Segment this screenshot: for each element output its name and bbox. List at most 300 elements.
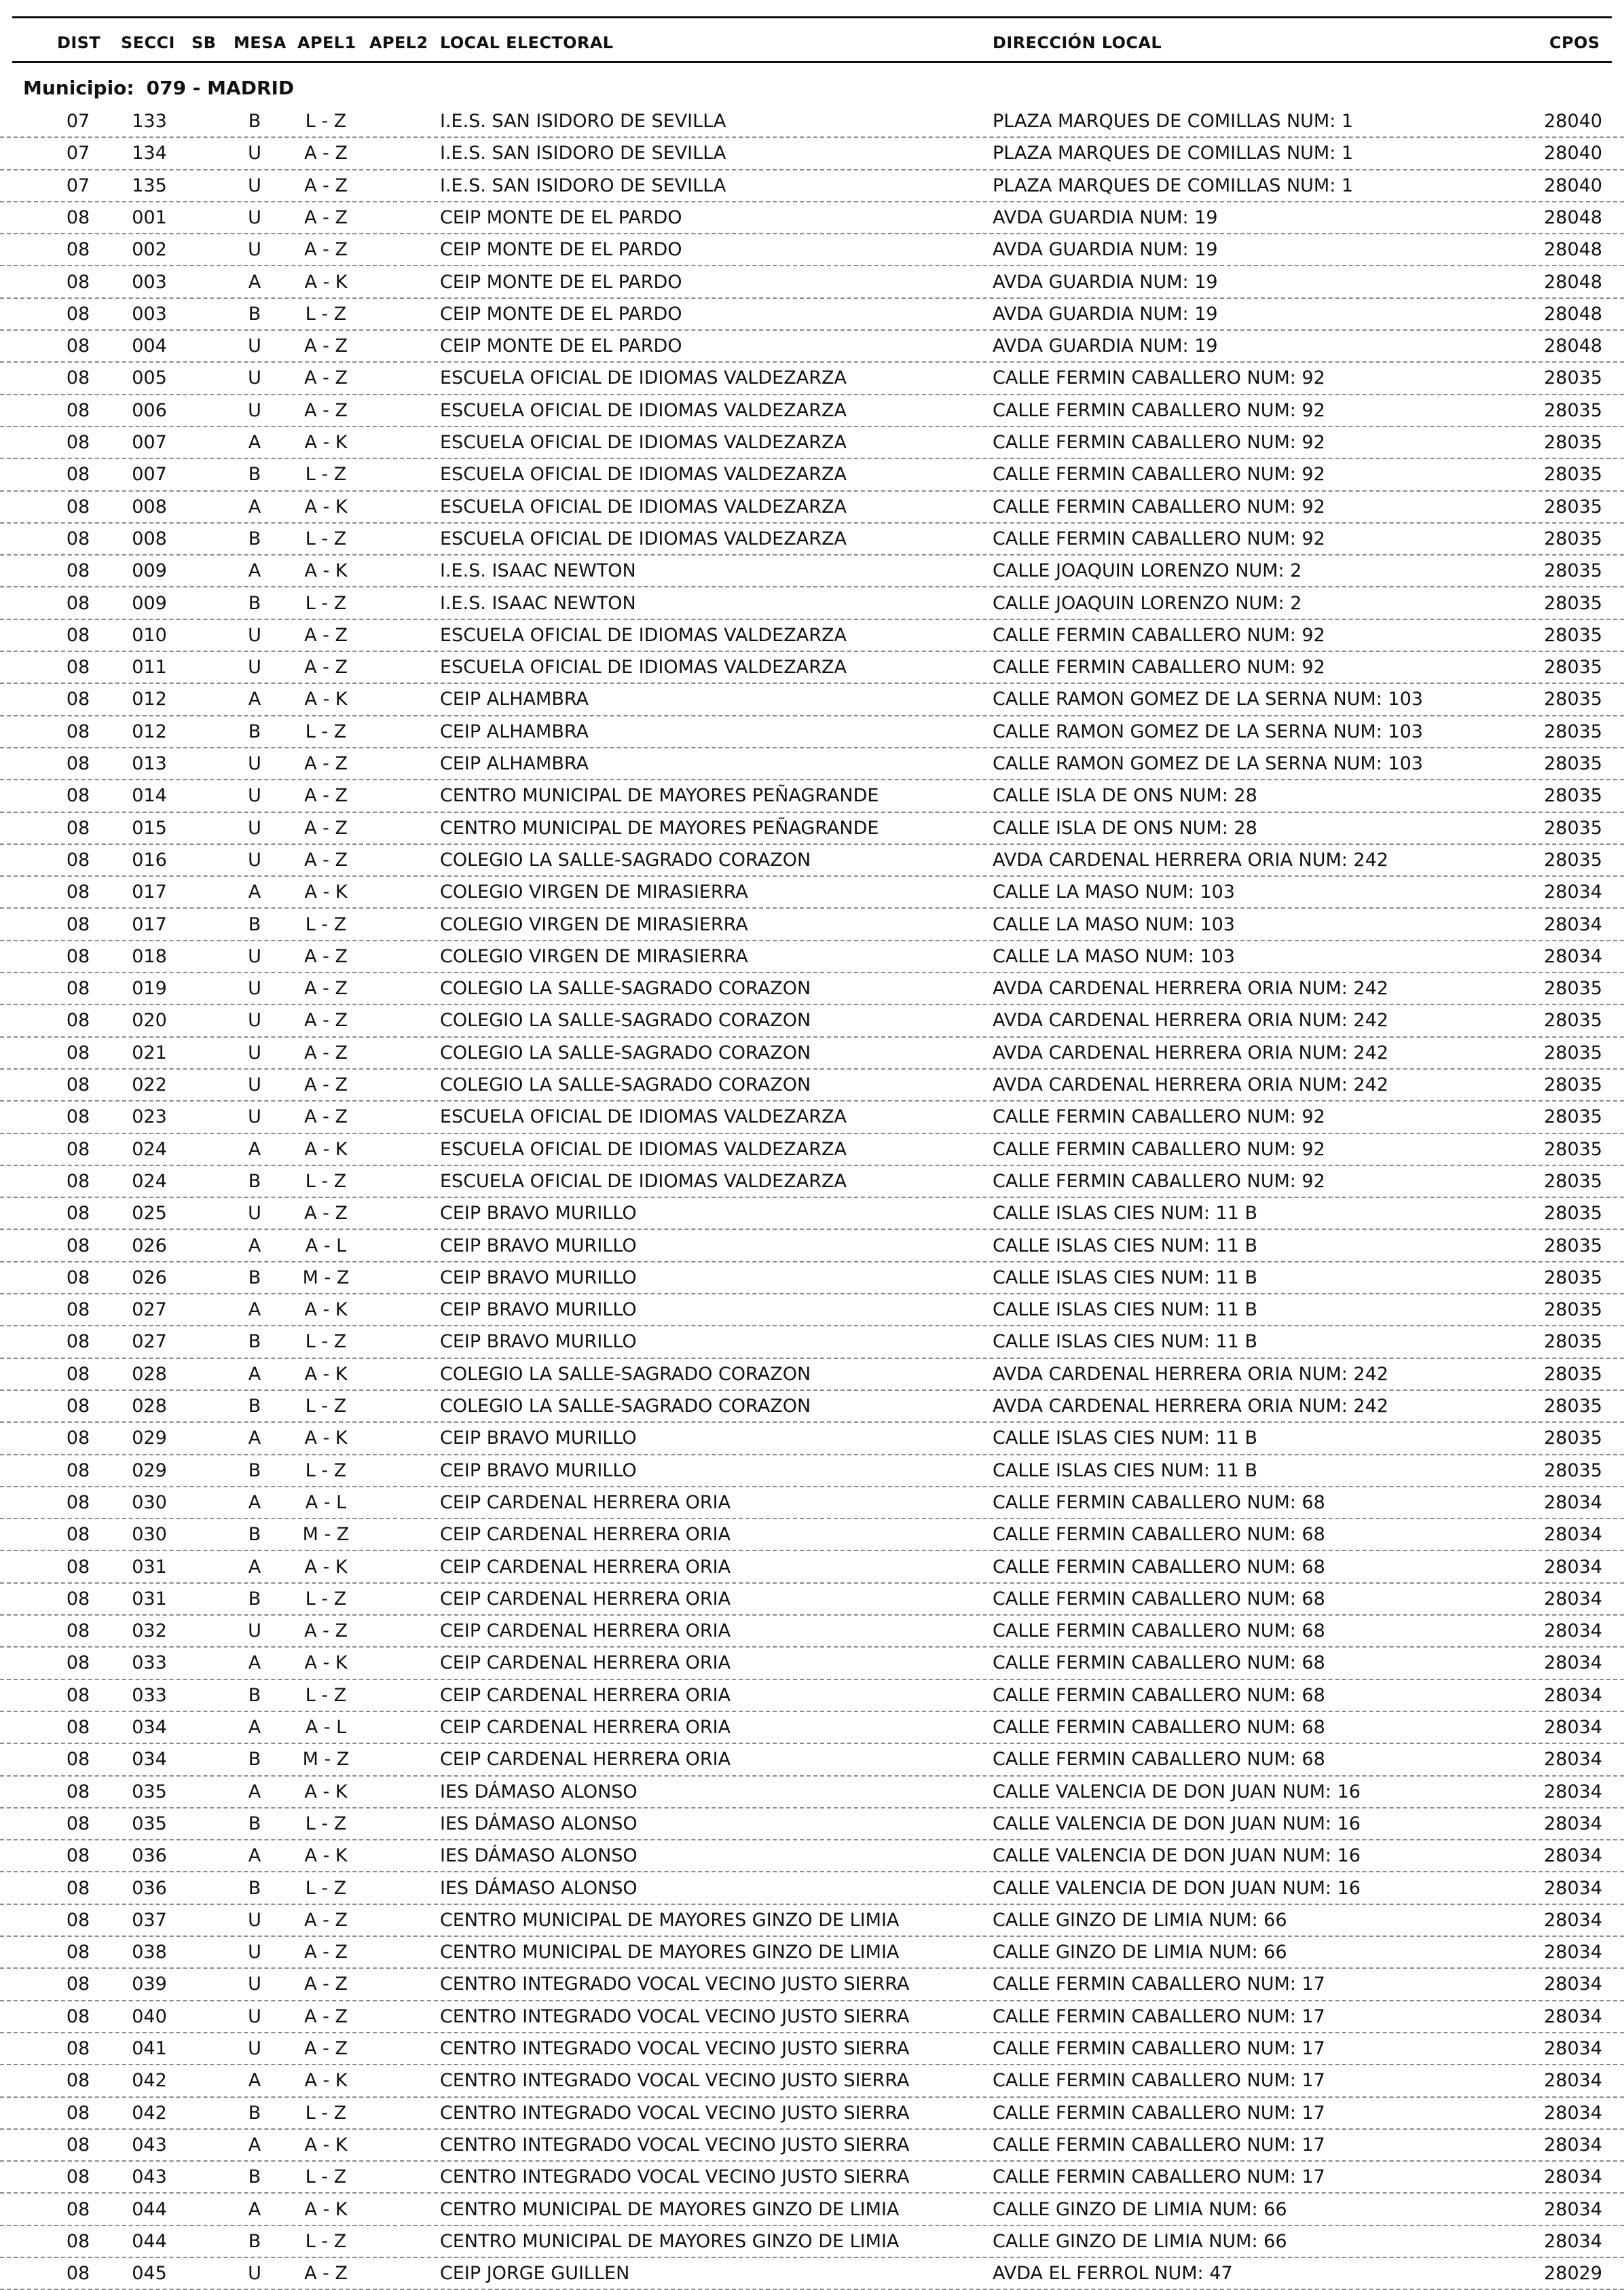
cpos-cell: 28035 [1544, 689, 1602, 710]
dist-cell: 08 [66, 753, 90, 774]
local-electoral-cell: ESCUELA OFICIAL DE IDIOMAS VALDEZARZA [440, 367, 847, 389]
sb-cell: B [248, 528, 261, 549]
direccion-local-cell: CALLE FERMIN CABALLERO NUM: 92 [993, 1170, 1325, 1192]
table-row [0, 459, 1624, 491]
apel1-cell: A - Z [304, 1074, 348, 1095]
local-electoral-cell: CENTRO INTEGRADO VOCAL VECINO JUSTO SIERRA [440, 2134, 910, 2156]
dist-cell: 08 [66, 1781, 90, 1802]
dist-cell: 08 [66, 496, 90, 517]
sb-cell: U [248, 1010, 261, 1032]
table-row [0, 2001, 1624, 2033]
local-electoral-cell: CENTRO MUNICIPAL DE MAYORES PEÑAGRANDE [440, 785, 879, 807]
table-row [0, 556, 1624, 587]
apel1-cell: A - Z [304, 335, 348, 357]
dist-cell: 08 [66, 1042, 90, 1064]
apel1-cell: A - K [304, 271, 348, 293]
local-electoral-cell: CEIP CARDENAL HERRERA ORIA [440, 1620, 731, 1642]
sb-cell: B [248, 1170, 261, 1192]
secci-cell: 016 [132, 849, 167, 871]
sb-cell: U [248, 785, 261, 807]
header-apel2: APEL2 [369, 33, 428, 52]
cpos-cell: 28035 [1544, 367, 1602, 389]
sb-cell: U [248, 624, 261, 646]
cpos-cell: 28040 [1544, 175, 1602, 196]
cpos-cell: 28035 [1544, 1106, 1602, 1128]
secci-cell: 045 [132, 2263, 167, 2285]
sb-cell: U [248, 206, 261, 228]
direccion-local-cell: CALLE RAMON GOMEZ DE LA SERNA NUM: 103 [993, 721, 1423, 742]
apel1-cell: A - K [304, 2134, 348, 2156]
apel1-cell: L - Z [305, 1396, 347, 1417]
cpos-cell: 28035 [1544, 1203, 1602, 1224]
sb-cell: B [248, 2166, 261, 2188]
apel1-cell: L - Z [305, 1331, 347, 1353]
direccion-local-cell: AVDA CARDENAL HERRERA ORIA NUM: 242 [993, 1363, 1388, 1385]
secci-cell: 008 [132, 496, 167, 517]
apel1-cell: A - Z [304, 1106, 348, 1128]
apel1-cell: A - K [304, 1428, 348, 1449]
secci-cell: 014 [132, 785, 167, 807]
table-row [0, 1584, 1624, 1616]
direccion-local-cell: CALLE FERMIN CABALLERO NUM: 17 [993, 2038, 1325, 2059]
direccion-local-cell: CALLE VALENCIA DE DON JUAN NUM: 16 [993, 1877, 1361, 1899]
direccion-local-cell: AVDA GUARDIA NUM: 19 [993, 335, 1218, 357]
apel1-cell: A - Z [304, 175, 348, 196]
cpos-cell: 28034 [1544, 2102, 1602, 2124]
cpos-cell: 28048 [1544, 303, 1602, 325]
dist-cell: 08 [66, 2263, 90, 2285]
table-row [0, 716, 1624, 748]
sb-cell: U [248, 2005, 261, 2027]
cpos-cell: 28035 [1544, 464, 1602, 486]
direccion-local-cell: CALLE FERMIN CABALLERO NUM: 17 [993, 2005, 1325, 2027]
secci-cell: 031 [132, 1556, 167, 1578]
apel1-cell: L - Z [305, 1684, 347, 1706]
cpos-cell: 28035 [1544, 721, 1602, 742]
dist-cell: 08 [66, 913, 90, 935]
cpos-cell: 28035 [1544, 1267, 1602, 1288]
local-electoral-cell: I.E.S. ISAAC NEWTON [440, 592, 636, 614]
sb-cell: U [248, 2038, 261, 2059]
cpos-cell: 28035 [1544, 1170, 1602, 1192]
dist-cell: 07 [66, 175, 90, 196]
cpos-cell: 28034 [1544, 1588, 1602, 1610]
dist-cell: 08 [66, 1235, 90, 1256]
local-electoral-cell: IES DÁMASO ALONSO [440, 1877, 638, 1899]
local-electoral-cell: ESCUELA OFICIAL DE IDIOMAS VALDEZARZA [440, 624, 847, 646]
sb-cell: U [248, 1620, 261, 1642]
sb-cell: A [248, 1652, 261, 1674]
direccion-local-cell: CALLE FERMIN CABALLERO NUM: 92 [993, 464, 1325, 486]
local-electoral-cell: CEIP MONTE DE EL PARDO [440, 271, 682, 293]
secci-cell: 009 [132, 592, 167, 614]
direccion-local-cell: CALLE LA MASO NUM: 103 [993, 882, 1235, 903]
local-electoral-cell: COLEGIO VIRGEN DE MIRASIERRA [440, 945, 748, 967]
sb-cell: B [248, 1267, 261, 1288]
table-row [0, 1648, 1624, 1679]
cpos-cell: 28035 [1544, 1299, 1602, 1321]
dist-cell: 08 [66, 1491, 90, 1513]
direccion-local-cell: CALLE RAMON GOMEZ DE LA SERNA NUM: 103 [993, 753, 1423, 774]
local-electoral-cell: COLEGIO LA SALLE-SAGRADO CORAZON [440, 1042, 811, 1064]
table-row [0, 138, 1624, 170]
dist-cell: 08 [66, 689, 90, 710]
sb-cell: B [248, 303, 261, 325]
direccion-local-cell: CALLE FERMIN CABALLERO NUM: 68 [993, 1588, 1325, 1610]
secci-cell: 030 [132, 1524, 167, 1546]
direccion-local-cell: AVDA GUARDIA NUM: 19 [993, 206, 1218, 228]
table-row [0, 2065, 1624, 2097]
secci-cell: 027 [132, 1331, 167, 1353]
secci-cell: 007 [132, 432, 167, 453]
table-row [0, 492, 1624, 524]
dist-cell: 08 [66, 399, 90, 421]
header-dist: DIST [57, 33, 101, 52]
secci-cell: 032 [132, 1620, 167, 1642]
sb-cell: A [248, 1299, 261, 1321]
secci-cell: 039 [132, 1974, 167, 1995]
apel1-cell: A - K [304, 496, 348, 517]
header-direccion-local: DIRECCIÓN LOCAL [993, 33, 1162, 52]
apel1-cell: A - Z [304, 624, 348, 646]
dist-cell: 07 [66, 111, 90, 132]
local-electoral-cell: IES DÁMASO ALONSO [440, 1781, 638, 1802]
secci-cell: 043 [132, 2134, 167, 2156]
secci-cell: 026 [132, 1267, 167, 1288]
table-row [0, 1873, 1624, 1905]
dist-cell: 08 [66, 1396, 90, 1417]
table-row [0, 234, 1624, 266]
apel1-cell: A - Z [304, 945, 348, 967]
dist-cell: 08 [66, 1267, 90, 1288]
dist-cell: 08 [66, 849, 90, 871]
sb-cell: U [248, 1942, 261, 1963]
local-electoral-cell: CENTRO INTEGRADO VOCAL VECINO JUSTO SIERRA [440, 2005, 910, 2027]
direccion-local-cell: CALLE VALENCIA DE DON JUAN NUM: 16 [993, 1781, 1361, 1802]
cpos-cell: 28035 [1544, 1459, 1602, 1481]
secci-cell: 043 [132, 2166, 167, 2188]
cpos-cell: 28034 [1544, 1749, 1602, 1770]
sb-cell: U [248, 143, 261, 164]
cpos-cell: 28034 [1544, 1652, 1602, 1674]
local-electoral-cell: I.E.S. ISAAC NEWTON [440, 560, 636, 582]
header-local-electoral: LOCAL ELECTORAL [440, 33, 614, 52]
dist-cell: 08 [66, 1331, 90, 1353]
direccion-local-cell: CALLE FERMIN CABALLERO NUM: 68 [993, 1749, 1325, 1770]
cpos-cell: 28034 [1544, 882, 1602, 903]
secci-cell: 029 [132, 1459, 167, 1481]
sb-cell: B [248, 913, 261, 935]
local-electoral-cell: CEIP MONTE DE EL PARDO [440, 303, 682, 325]
local-electoral-cell: ESCUELA OFICIAL DE IDIOMAS VALDEZARZA [440, 464, 847, 486]
direccion-local-cell: CALLE FERMIN CABALLERO NUM: 68 [993, 1717, 1325, 1738]
cpos-cell: 28035 [1544, 978, 1602, 1000]
header-cpos: CPOS [1549, 33, 1600, 52]
apel1-cell: A - L [305, 1491, 347, 1513]
table-row [0, 2258, 1624, 2290]
local-electoral-cell: COLEGIO LA SALLE-SAGRADO CORAZON [440, 1010, 811, 1032]
dist-cell: 08 [66, 432, 90, 453]
dist-cell: 08 [66, 560, 90, 582]
direccion-local-cell: AVDA GUARDIA NUM: 19 [993, 271, 1218, 293]
local-electoral-cell: CEIP CARDENAL HERRERA ORIA [440, 1556, 731, 1578]
apel1-cell: L - Z [305, 1170, 347, 1192]
apel1-cell: A - Z [304, 1203, 348, 1224]
header-secci: SECCI [121, 33, 175, 52]
sb-cell: B [248, 2102, 261, 2124]
apel1-cell: A - K [304, 689, 348, 710]
table-row [0, 2033, 1624, 2065]
dist-cell: 08 [66, 624, 90, 646]
dist-cell: 08 [66, 206, 90, 228]
local-electoral-cell: ESCUELA OFICIAL DE IDIOMAS VALDEZARZA [440, 1106, 847, 1128]
direccion-local-cell: CALLE FERMIN CABALLERO NUM: 17 [993, 2070, 1325, 2092]
secci-cell: 010 [132, 624, 167, 646]
cpos-cell: 28034 [1544, 1909, 1602, 1931]
direccion-local-cell: CALLE FERMIN CABALLERO NUM: 92 [993, 528, 1325, 549]
municipio-heading [23, 73, 294, 103]
sb-cell: A [248, 1491, 261, 1513]
direccion-local-cell: CALLE JOAQUIN LORENZO NUM: 2 [993, 592, 1302, 614]
secci-cell: 035 [132, 1813, 167, 1834]
cpos-cell: 28035 [1544, 1074, 1602, 1095]
secci-cell: 035 [132, 1781, 167, 1802]
cpos-cell: 28048 [1544, 206, 1602, 228]
sb-cell: U [248, 1203, 261, 1224]
apel1-cell: A - Z [304, 1042, 348, 1064]
dist-cell: 08 [66, 2230, 90, 2252]
apel1-cell: A - K [304, 1556, 348, 1578]
sb-cell: B [248, 1684, 261, 1706]
direccion-local-cell: CALLE FERMIN CABALLERO NUM: 68 [993, 1684, 1325, 1706]
secci-cell: 017 [132, 882, 167, 903]
dist-cell: 08 [66, 335, 90, 357]
direccion-local-cell: CALLE ISLAS CIES NUM: 11 B [993, 1459, 1257, 1481]
cpos-cell: 28035 [1544, 1138, 1602, 1160]
sb-cell: B [248, 721, 261, 742]
direccion-local-cell: CALLE RAMON GOMEZ DE LA SERNA NUM: 103 [993, 689, 1423, 710]
direccion-local-cell: CALLE GINZO DE LIMIA NUM: 66 [993, 2198, 1287, 2220]
table-row [0, 1455, 1624, 1487]
table-row [0, 1391, 1624, 1423]
apel1-cell: A - K [304, 2198, 348, 2220]
apel1-cell: L - Z [305, 2230, 347, 2252]
direccion-local-cell: CALLE FERMIN CABALLERO NUM: 92 [993, 1138, 1325, 1160]
local-electoral-cell: CEIP BRAVO MURILLO [440, 1235, 637, 1256]
local-electoral-cell: CEIP BRAVO MURILLO [440, 1267, 637, 1288]
cpos-cell: 28034 [1544, 2038, 1602, 2059]
table-row [0, 877, 1624, 909]
secci-cell: 002 [132, 239, 167, 261]
cpos-cell: 28034 [1544, 1491, 1602, 1513]
local-electoral-cell: CENTRO MUNICIPAL DE MAYORES GINZO DE LIMIA [440, 1942, 900, 1963]
cpos-cell: 28035 [1544, 1396, 1602, 1417]
apel1-cell: A - Z [304, 978, 348, 1000]
local-electoral-cell: CEIP CARDENAL HERRERA ORIA [440, 1588, 731, 1610]
sb-cell: U [248, 367, 261, 389]
direccion-local-cell: AVDA CARDENAL HERRERA ORIA NUM: 242 [993, 1010, 1388, 1032]
sb-cell: A [248, 1235, 261, 1256]
direccion-local-cell: AVDA EL FERROL NUM: 47 [993, 2263, 1233, 2285]
local-electoral-cell: I.E.S. SAN ISIDORO DE SEVILLA [440, 111, 726, 132]
secci-cell: 044 [132, 2230, 167, 2252]
apel1-cell: A - K [304, 1781, 348, 1802]
cpos-cell: 28034 [1544, 1974, 1602, 1995]
header-apel1: APEL1 [297, 33, 356, 52]
direccion-local-cell: CALLE FERMIN CABALLERO NUM: 68 [993, 1524, 1325, 1546]
local-electoral-cell: CEIP BRAVO MURILLO [440, 1428, 637, 1449]
table-row [0, 620, 1624, 652]
apel1-cell: A - Z [304, 1909, 348, 1931]
direccion-local-cell: CALLE VALENCIA DE DON JUAN NUM: 16 [993, 1845, 1361, 1867]
apel1-cell: L - Z [305, 592, 347, 614]
sb-cell: U [248, 753, 261, 774]
cpos-cell: 28035 [1544, 528, 1602, 549]
local-electoral-cell: CEIP MONTE DE EL PARDO [440, 239, 682, 261]
apel1-cell: L - Z [305, 721, 347, 742]
dist-cell: 08 [66, 592, 90, 614]
secci-cell: 029 [132, 1428, 167, 1449]
direccion-local-cell: CALLE GINZO DE LIMIA NUM: 66 [993, 1942, 1287, 1963]
dist-cell: 08 [66, 367, 90, 389]
sb-cell: B [248, 464, 261, 486]
local-electoral-cell: COLEGIO LA SALLE-SAGRADO CORAZON [440, 978, 811, 1000]
cpos-cell: 28048 [1544, 335, 1602, 357]
direccion-local-cell: CALLE FERMIN CABALLERO NUM: 92 [993, 624, 1325, 646]
apel1-cell: A - L [305, 1717, 347, 1738]
direccion-local-cell: CALLE ISLAS CIES NUM: 11 B [993, 1203, 1257, 1224]
dist-cell: 08 [66, 1170, 90, 1192]
apel1-cell: M - Z [302, 1267, 350, 1288]
dist-cell: 08 [66, 657, 90, 678]
local-electoral-cell: CENTRO MUNICIPAL DE MAYORES GINZO DE LIMIA [440, 2230, 900, 2252]
dist-cell: 08 [66, 1942, 90, 1963]
local-electoral-cell: CEIP JORGE GUILLEN [440, 2263, 630, 2285]
local-electoral-cell: CENTRO INTEGRADO VOCAL VECINO JUSTO SIERRA [440, 1974, 910, 1995]
secci-cell: 012 [132, 721, 167, 742]
secci-cell: 024 [132, 1170, 167, 1192]
table-row [0, 1712, 1624, 1744]
header-sb: SB [191, 33, 217, 52]
apel1-cell: A - Z [304, 785, 348, 807]
sb-cell: B [248, 1459, 261, 1481]
apel1-cell: A - K [304, 1138, 348, 1160]
apel1-cell: A - Z [304, 2038, 348, 2059]
cpos-cell: 28035 [1544, 1331, 1602, 1353]
sb-cell: U [248, 1074, 261, 1095]
apel1-cell: A - Z [304, 1974, 348, 1995]
cpos-cell: 28029 [1544, 2263, 1602, 2285]
sb-cell: B [248, 1396, 261, 1417]
local-electoral-cell: ESCUELA OFICIAL DE IDIOMAS VALDEZARZA [440, 1138, 847, 1160]
local-electoral-cell: ESCUELA OFICIAL DE IDIOMAS VALDEZARZA [440, 399, 847, 421]
dist-cell: 08 [66, 2102, 90, 2124]
local-electoral-cell: CEIP MONTE DE EL PARDO [440, 206, 682, 228]
cpos-cell: 28035 [1544, 560, 1602, 582]
apel1-cell: L - Z [305, 2102, 347, 2124]
apel1-cell: A - Z [304, 2263, 348, 2285]
local-electoral-cell: IES DÁMASO ALONSO [440, 1845, 638, 1867]
secci-cell: 007 [132, 464, 167, 486]
sb-cell: B [248, 1331, 261, 1353]
table-row [0, 1231, 1624, 1262]
table-row [0, 1102, 1624, 1133]
local-electoral-cell: CEIP CARDENAL HERRERA ORIA [440, 1749, 731, 1770]
apel1-cell: L - Z [305, 2166, 347, 2188]
direccion-local-cell: CALLE ISLAS CIES NUM: 11 B [993, 1267, 1257, 1288]
sb-cell: B [248, 2230, 261, 2252]
dist-cell: 08 [66, 817, 90, 839]
secci-cell: 135 [132, 175, 167, 196]
cpos-cell: 28035 [1544, 624, 1602, 646]
cpos-cell: 28034 [1544, 1845, 1602, 1867]
cpos-cell: 28035 [1544, 1042, 1602, 1064]
sb-cell: B [248, 1588, 261, 1610]
secci-cell: 022 [132, 1074, 167, 1095]
direccion-local-cell: AVDA CARDENAL HERRERA ORIA NUM: 242 [993, 1042, 1388, 1064]
direccion-local-cell: CALLE FERMIN CABALLERO NUM: 17 [993, 2134, 1325, 2156]
cpos-cell: 28034 [1544, 1942, 1602, 1963]
dist-cell: 08 [66, 1684, 90, 1706]
sb-cell: U [248, 335, 261, 357]
apel1-cell: A - Z [304, 817, 348, 839]
cpos-cell: 28034 [1544, 1877, 1602, 1899]
table-row [0, 1038, 1624, 1070]
table-row [0, 845, 1624, 877]
apel1-cell: A - Z [304, 239, 348, 261]
sb-cell: A [248, 1556, 261, 1578]
secci-cell: 003 [132, 271, 167, 293]
secci-cell: 005 [132, 367, 167, 389]
table-row [0, 780, 1624, 812]
direccion-local-cell: CALLE FERMIN CABALLERO NUM: 92 [993, 399, 1325, 421]
local-electoral-cell: CEIP BRAVO MURILLO [440, 1203, 637, 1224]
table-row [0, 1616, 1624, 1648]
sb-cell: A [248, 271, 261, 293]
local-electoral-cell: COLEGIO LA SALLE-SAGRADO CORAZON [440, 849, 811, 871]
cpos-cell: 28035 [1544, 753, 1602, 774]
sb-cell: B [248, 111, 261, 132]
dist-cell: 08 [66, 1010, 90, 1032]
cpos-cell: 28034 [1544, 2070, 1602, 2092]
dist-cell: 08 [66, 1588, 90, 1610]
direccion-local-cell: CALLE FERMIN CABALLERO NUM: 92 [993, 657, 1325, 678]
sb-cell: U [248, 817, 261, 839]
sb-cell: A [248, 689, 261, 710]
apel1-cell: A - K [304, 1363, 348, 1385]
table-row [0, 941, 1624, 973]
sb-cell: U [248, 1909, 261, 1931]
direccion-local-cell: CALLE ISLAS CIES NUM: 11 B [993, 1428, 1257, 1449]
direccion-local-cell: CALLE FERMIN CABALLERO NUM: 68 [993, 1652, 1325, 1674]
apel1-cell: L - Z [305, 913, 347, 935]
dist-cell: 08 [66, 239, 90, 261]
dist-cell: 08 [66, 1813, 90, 1834]
sb-cell: B [248, 1524, 261, 1546]
direccion-local-cell: CALLE ISLAS CIES NUM: 11 B [993, 1299, 1257, 1321]
sb-cell: U [248, 978, 261, 1000]
local-electoral-cell: CENTRO MUNICIPAL DE MAYORES GINZO DE LIMIA [440, 2198, 900, 2220]
secci-cell: 008 [132, 528, 167, 549]
cpos-cell: 28034 [1544, 1556, 1602, 1578]
dist-cell: 08 [66, 1299, 90, 1321]
direccion-local-cell: CALLE FERMIN CABALLERO NUM: 68 [993, 1620, 1325, 1642]
header-mesa: MESA [234, 33, 287, 52]
dist-cell: 08 [66, 2198, 90, 2220]
local-electoral-cell: CEIP BRAVO MURILLO [440, 1459, 637, 1481]
apel1-cell: A - K [304, 560, 348, 582]
sb-cell: A [248, 1138, 261, 1160]
